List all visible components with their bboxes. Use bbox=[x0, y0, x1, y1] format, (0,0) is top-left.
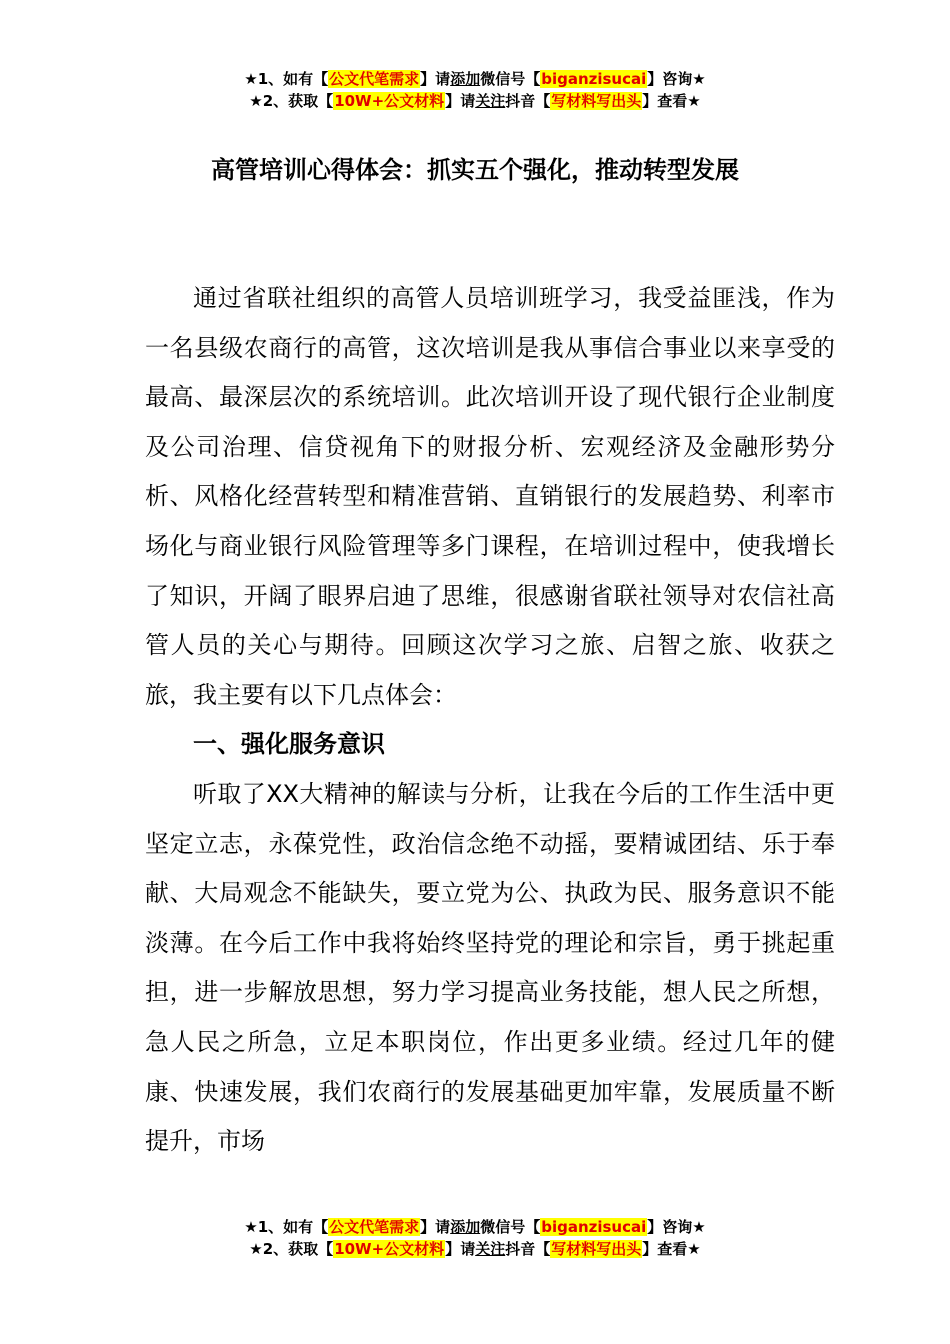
paragraph: 通过省联社组织的高管人员培训班学习，我受益匪浅，作为一名县级农商行的高管，这次培训是我从事信合事业以来享受的最高、最深层次的系统培训。此次培训开设了现代银行企业制度及公司治理、信贷视角下的财报分析、宏观经济及金融形势分析、风格化经营转型和精准营销、直销银行的发展趋势、利率市场化与商业银行风险管理等多门课程，在培训过程中，使我增长了知识，开阔了眼界启迪了思维，很感谢省联社领导对农信社高管人员的关心与期待。回顾这次学习之旅、启智之旅、收获之旅，我主要有以下几点体会： bbox=[145, 284, 835, 709]
banner-highlight: 10W+公文材料 bbox=[334, 1240, 445, 1258]
document-body bbox=[145, 274, 835, 1167]
banner-highlight: 10W+公文材料 bbox=[334, 92, 445, 110]
banner-highlight: 公文代笔需求 bbox=[329, 70, 420, 88]
banner-highlight: biganzisucai bbox=[541, 1218, 647, 1236]
paragraph: 听取了XX大精神的解读与分析，让我在今后的工作生活中更坚定立志，永葆党性，政治信念绝不动摇，要精诚团结、乐于奉献、大局观念不能缺失，要立党为公、执政为民、服务意识不能淡薄。在今后工作中我将始终坚持党的理论和宗旨，勇于挑起重担，进一步解放思想，努力学习提高业务技能，想人民之所想，急人民之所急，立足本职岗位，作出更多业绩。经过几年的健康、快速发展，我们农商行的发展基础更加牢靠，发展质量不断提升，市场 bbox=[145, 779, 835, 1156]
banner-highlight: 写材料写出头 bbox=[551, 1240, 642, 1258]
banner-line-1: ★1、如有【公文代笔需求】请添加微信号【biganzisucai】咨询★ bbox=[244, 70, 706, 88]
document-title: 高管培训心得体会：抓实五个强化，推动转型发展 bbox=[211, 156, 739, 184]
banner-highlight: 公文代笔需求 bbox=[329, 1218, 420, 1236]
section-heading: 一、强化服务意识 bbox=[193, 730, 385, 759]
banner-highlight: biganzisucai bbox=[541, 70, 647, 88]
banner-line-2: ★2、获取【10W+公文材料】请关注抖音【写材料写出头】查看★ bbox=[249, 92, 701, 110]
banner-line-1: ★1、如有【公文代笔需求】请添加微信号【biganzisucai】咨询★ bbox=[244, 1218, 706, 1236]
footer-banner bbox=[0, 1216, 950, 1260]
banner-line-2: ★2、获取【10W+公文材料】请关注抖音【写材料写出头】查看★ bbox=[249, 1240, 701, 1258]
header-banner bbox=[0, 68, 950, 112]
banner-highlight: 写材料写出头 bbox=[551, 92, 642, 110]
